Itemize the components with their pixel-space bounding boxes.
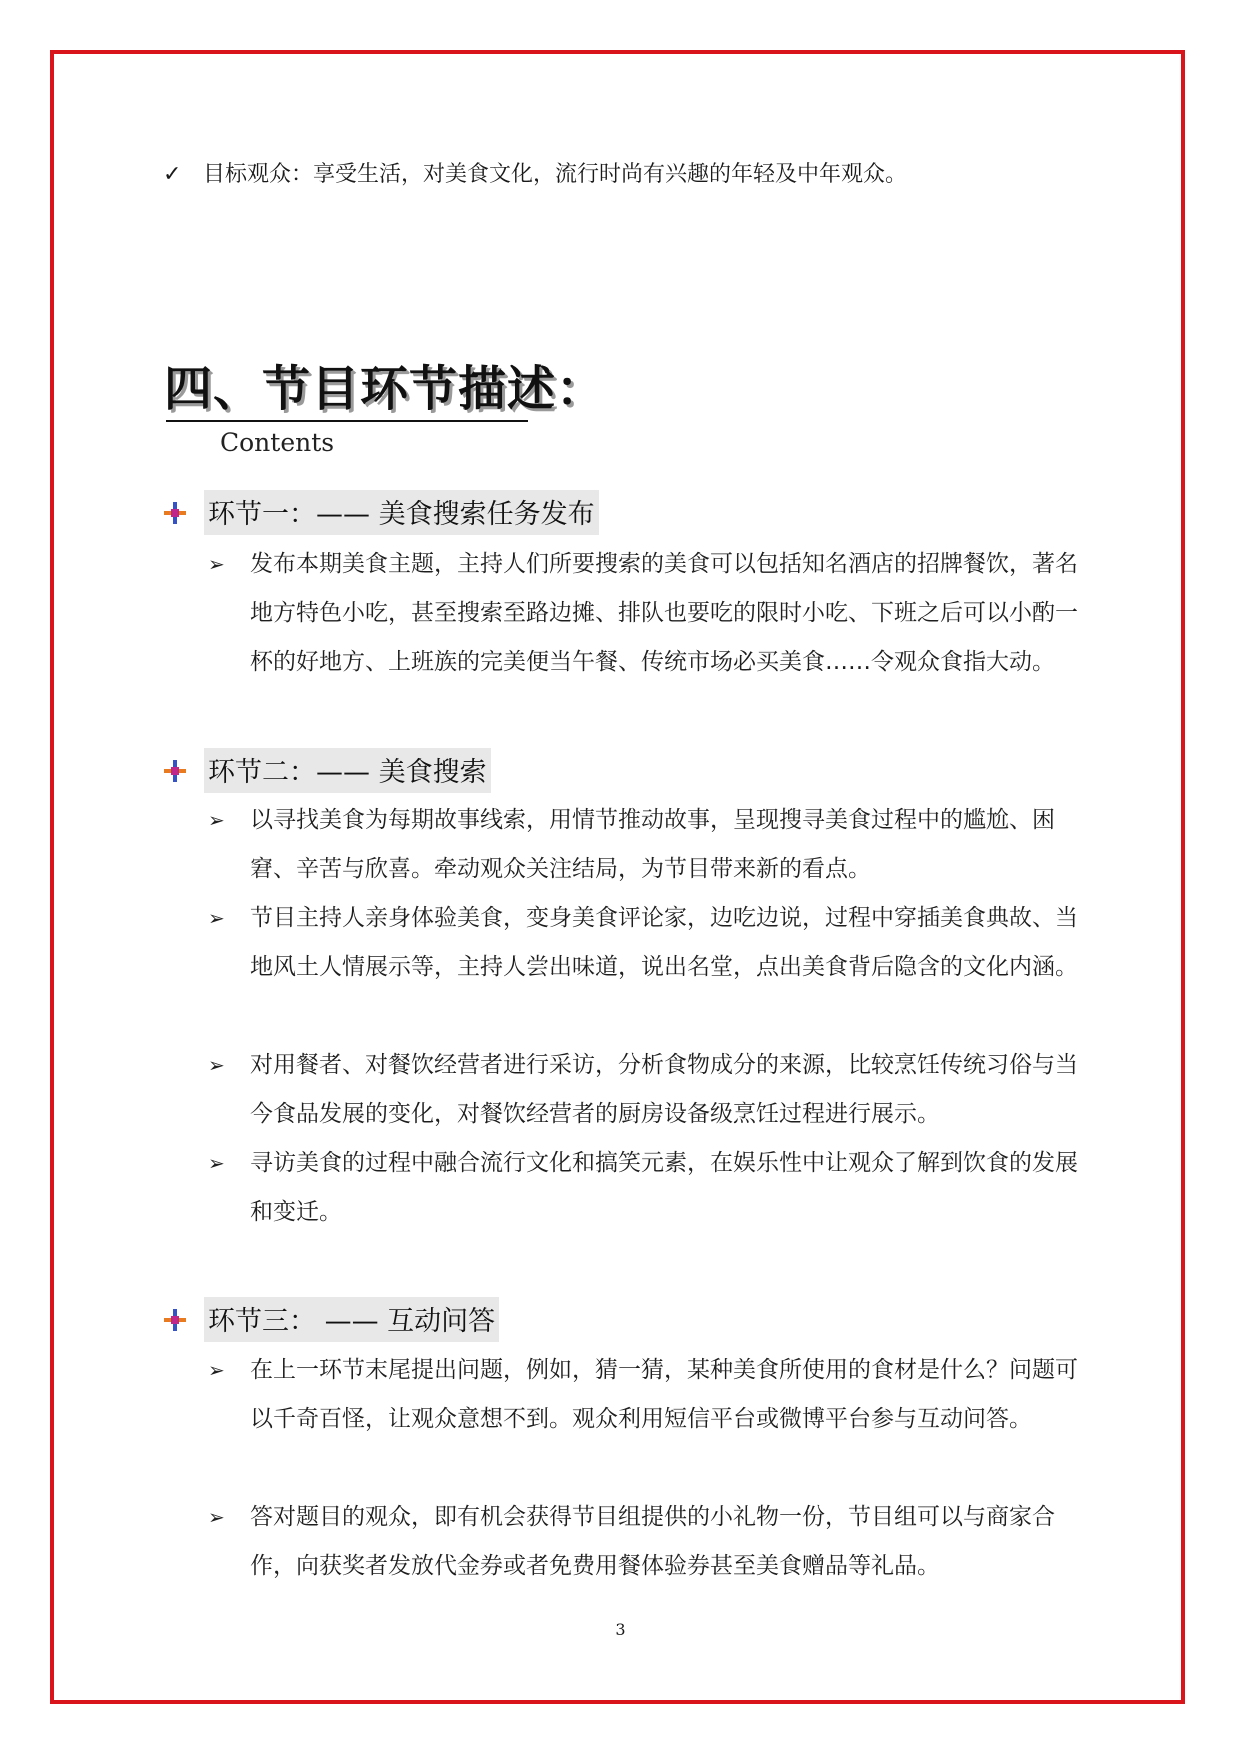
arrow-bullet-icon: ➢ bbox=[208, 1053, 225, 1077]
arrow-bullet-icon: ➢ bbox=[208, 552, 225, 576]
colored-cross-icon bbox=[164, 502, 186, 524]
arrow-bullet-icon: ➢ bbox=[208, 808, 225, 832]
section-2-bullet-1: ➢ 以寻找美食为每期故事线索，用情节推动故事，呈现搜寻美食过程中的尴尬、困窘、辛苦与欣喜。牵动观众关注结局，为节目带来新的看点。 bbox=[208, 796, 1093, 894]
checkmark-icon: ✓ bbox=[163, 162, 182, 187]
arrow-bullet-icon: ➢ bbox=[208, 1505, 225, 1529]
section-2-bullet-4: ➢ 寻访美食的过程中融合流行文化和搞笑元素，在娱乐性中让观众了解到饮食的发展和变迁。 bbox=[208, 1139, 1093, 1237]
section-1-heading bbox=[164, 490, 599, 535]
section-3-heading bbox=[164, 1297, 499, 1342]
section-2-heading bbox=[164, 748, 491, 793]
section-2-bullet-2: ➢ 节目主持人亲身体验美食，变身美食评论家，边吃边说，过程中穿插美食典故、当地风土人情展示等，主持人尝出味道，说出名堂，点出美食背后隐含的文化内涵。 bbox=[208, 894, 1093, 992]
arrow-bullet-icon: ➢ bbox=[208, 906, 225, 930]
section-2-label: 环节二：—— 美食搜索 bbox=[204, 748, 491, 793]
arrow-bullet-icon: ➢ bbox=[208, 1358, 225, 1382]
section-1-bullet-1: ➢ 发布本期美食主题，主持人们所要搜索的美食可以包括知名酒店的招牌餐饮，著名地方特色小吃，甚至搜索至路边摊、排队也要吃的限时小吃、下班之后可以小酌一杯的好地方、上班族的完美便当午餐、传统市场必买美食……令观众食指大动。 bbox=[208, 540, 1093, 687]
section-1-label: 环节一：—— 美食搜索任务发布 bbox=[204, 490, 599, 535]
section-3-label: 环节三： —— 互动问答 bbox=[204, 1297, 499, 1342]
colored-cross-icon bbox=[164, 1309, 186, 1331]
colored-cross-icon bbox=[164, 760, 186, 782]
section-2-bullet-3: ➢ 对用餐者、对餐饮经营者进行采访，分析食物成分的来源，比较烹饪传统习俗与当今食品发展的变化，对餐饮经营者的厨房设备级烹饪过程进行展示。 bbox=[208, 1041, 1093, 1139]
section-3-bullet-1: ➢ 在上一环节末尾提出问题，例如，猜一猜，某种美食所使用的食材是什么？问题可以千奇百怪，让观众意想不到。观众利用短信平台或微博平台参与互动问答。 bbox=[208, 1346, 1093, 1444]
section-3-bullet-2: ➢ 答对题目的观众，即有机会获得节目组提供的小礼物一份，节目组可以与商家合作，向获奖者发放代金券或者免费用餐体验券甚至美食赠品等礼品。 bbox=[208, 1493, 1093, 1591]
audience-line bbox=[163, 158, 907, 192]
heading-subtitle: Contents bbox=[220, 428, 335, 457]
audience-text: 目标观众：享受生活，对美食文化，流行时尚有兴趣的年轻及中年观众。 bbox=[203, 162, 908, 187]
section-heading: 四、节目环节描述： bbox=[164, 361, 606, 417]
arrow-bullet-icon: ➢ bbox=[208, 1151, 225, 1175]
heading-underline bbox=[166, 420, 528, 422]
page-number: 3 bbox=[615, 1620, 626, 1639]
